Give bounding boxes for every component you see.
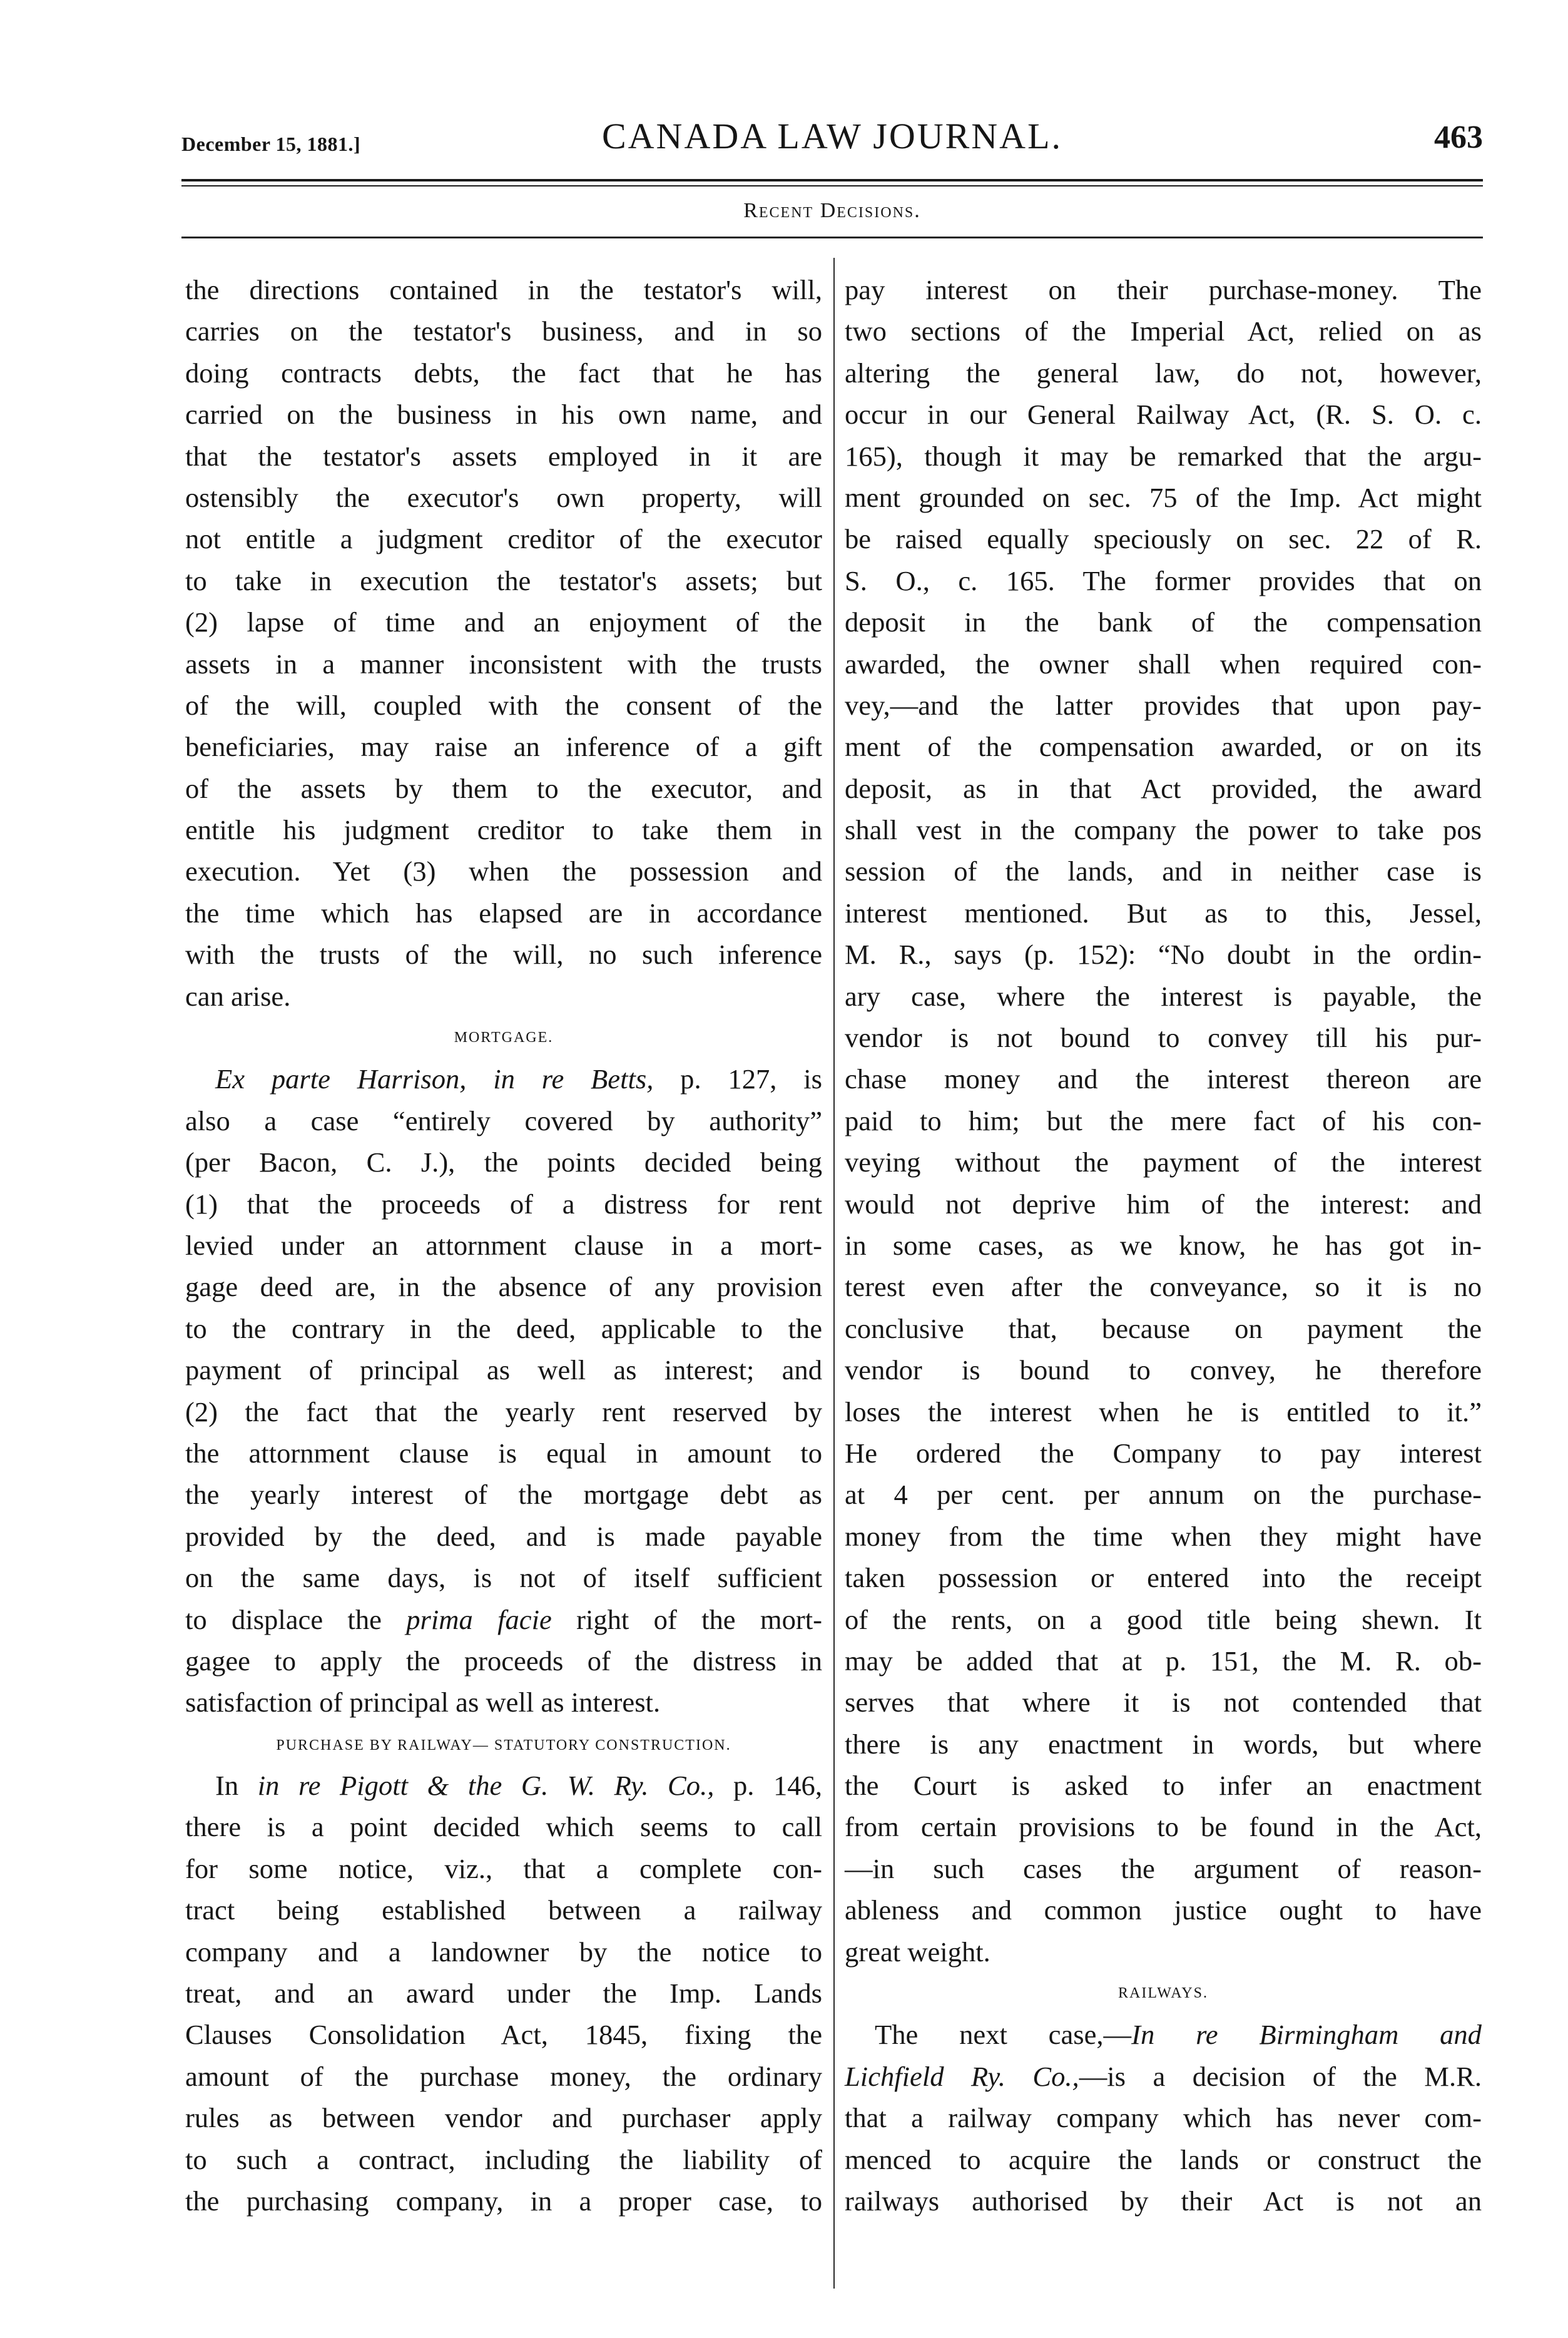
page-number: 463: [1434, 120, 1483, 155]
text-line: also a case “entirely covered by authority”: [185, 1105, 822, 1136]
text-line: company and a landowner by the notice to: [185, 1936, 822, 1968]
text-line: to the contrary in the deed, applicable to the: [185, 1312, 822, 1344]
journal-title: CANADA LAW JOURNAL.: [601, 116, 1062, 156]
text-line-birmingham: The next case,—In re Birmingham and: [875, 2019, 1482, 2051]
text-line: carries on the testator's business, and in so: [185, 315, 822, 347]
text-line: amount of the purchase money, the ordinary: [185, 2060, 822, 2092]
text-line: money from the time when they might have: [845, 1520, 1482, 1552]
text-line: would not deprive him of the interest: and: [845, 1188, 1482, 1220]
text-line: —in such cases the argument of reason-: [845, 1852, 1482, 1884]
text-line: ment of the compensation awarded, or on its: [845, 731, 1482, 763]
text-line: conclusive that, because on payment the: [845, 1312, 1482, 1344]
text-line: can arise.: [185, 980, 291, 1012]
text-line: He ordered the Company to pay interest: [845, 1437, 1482, 1469]
case-name: Ex parte Harrison, in re Betts,: [215, 1063, 654, 1095]
text-line: 165), though it may be remarked that the argu-: [845, 440, 1482, 472]
text-line: altering the general law, do not, however,: [845, 357, 1482, 389]
text-line: at 4 per cent. per annum on the purchase-: [845, 1479, 1482, 1511]
text-line: be raised equally speciously on sec. 22 of R.: [845, 523, 1482, 555]
text-line: the time which has elapsed are in accordance: [185, 897, 822, 929]
text-line: awarded, the owner shall when required con-: [845, 648, 1482, 680]
text-line: execution. Yet (3) when the possession and: [185, 855, 822, 887]
text-line: of the assets by them to the executor, and: [185, 772, 822, 804]
case-name: In re Birmingham and: [1131, 2019, 1482, 2051]
text-line: deposit in the bank of the compensation: [845, 606, 1482, 638]
text-line-lichfield: Lichfield Ry. Co.,—is a decision of the M.R.: [845, 2060, 1482, 2092]
case-name: Lichfield Ry. Co.,: [845, 2060, 1079, 2092]
text-line: payment of principal as well as interest; and: [185, 1354, 822, 1386]
text-line: may be added that at p. 151, the M. R. ob-: [845, 1645, 1482, 1677]
text-line: menced to acquire the lands or construct the: [845, 2143, 1482, 2175]
text-line: chase money and the interest thereon are: [845, 1063, 1482, 1095]
text-line: railways authorised by their Act is not an: [845, 2185, 1482, 2217]
text-line: great weight.: [845, 1936, 990, 1968]
text-line: veying without the payment of the interest: [845, 1146, 1482, 1178]
text-line-in-re-pigott: In in re Pigott & the G. W. Ry. Co., p. 146,: [215, 1770, 823, 1802]
text-line-ex-parte-harrison: Ex parte Harrison, in re Betts, p. 127, is: [215, 1063, 822, 1095]
text-line: the directions contained in the testator's will,: [185, 274, 822, 305]
text-line: loses the interest when he is entitled to it.”: [845, 1396, 1482, 1427]
section-heading: Recent Decisions.: [743, 199, 921, 222]
text-line: (2) the fact that the yearly rent reserved by: [185, 1396, 822, 1427]
column-divider: [833, 258, 835, 2289]
latin-phrase: prima facie: [406, 1603, 552, 1635]
text-line: tract being established between a railway: [185, 1894, 822, 1926]
subheading-mortgage: MORTGAGE.: [454, 1029, 554, 1046]
text-line: (2) lapse of time and an enjoyment of the: [185, 606, 822, 638]
text-line: carried on the business in his own name, and: [185, 399, 822, 431]
text-line: satisfaction of principal as well as interest.: [185, 1687, 661, 1718]
text-line: rules as between vendor and purchaser apply: [185, 2102, 822, 2134]
text-line: ostensibly the executor's own property, will: [185, 481, 822, 513]
text-line: provided by the deed, and is made payable: [185, 1520, 822, 1552]
text-line: there is a point decided which seems to call: [185, 1811, 822, 1843]
text-line: (1) that the proceeds of a distress for rent: [185, 1188, 822, 1220]
text-line: assets in a manner inconsistent with the trusts: [185, 648, 822, 680]
text-line: ableness and common justice ought to have: [845, 1894, 1482, 1926]
text-line: interest mentioned. But as to this, Jessel,: [845, 897, 1482, 929]
text-line: doing contracts debts, the fact that he has: [185, 357, 822, 389]
subheading-railways: RAILWAYS.: [1117, 1985, 1208, 2002]
section-rule: [181, 237, 1483, 238]
text-line: the attornment clause is equal in amount to: [185, 1437, 822, 1469]
text-line: for some notice, viz., that a complete con-: [185, 1852, 822, 1884]
text-line: taken possession or entered into the receipt: [845, 1562, 1482, 1594]
text-line: with the trusts of the will, no such inference: [185, 939, 822, 971]
text-line: ary case, where the interest is payable, the: [845, 980, 1482, 1012]
subheading-purchase-by-railway: PURCHASE BY RAILWAY— STATUTORY CONSTRUCTION.: [276, 1737, 731, 1753]
text-line: occur in our General Railway Act, (R. S. O. c.: [845, 399, 1482, 431]
text-line: there is any enactment in words, but where: [845, 1728, 1482, 1760]
text-line: in some cases, as we know, he has got in-: [845, 1229, 1482, 1261]
text-line: that the testator's assets employed in it are: [185, 440, 822, 472]
text-line: the Court is asked to infer an enactment: [845, 1770, 1482, 1802]
right-column: [845, 269, 1482, 2222]
text-line: from certain provisions to be found in the Act,: [845, 1811, 1482, 1843]
text-line: that a railway company which has never com-: [845, 2102, 1482, 2134]
text-line: gagee to apply the proceeds of the distress in: [185, 1645, 822, 1677]
text-line-prima-facie: to displace the prima facie right of the mort-: [185, 1603, 822, 1635]
header-double-rule: [181, 179, 1483, 186]
text-line: pay interest on their purchase-money. The: [845, 274, 1482, 305]
text-line: of the will, coupled with the consent of the: [185, 689, 822, 721]
text-line: terest even after the conveyance, so it is no: [845, 1271, 1482, 1303]
text-line: serves that where it is not contended that: [845, 1687, 1482, 1718]
text-line: the yearly interest of the mortgage debt as: [185, 1479, 822, 1511]
text-line: not entitle a judgment creditor of the executor: [185, 523, 822, 555]
text-line: vendor is not bound to convey till his pur-: [845, 1022, 1482, 1054]
text-line: M. R., says (p. 152): “No doubt in the ordin-: [845, 939, 1482, 971]
text-line: treat, and an award under the Imp. Lands: [185, 1978, 822, 2009]
text-line: two sections of the Imperial Act, relied on as: [845, 315, 1482, 347]
text-line: levied under an attornment clause in a mort-: [185, 1229, 822, 1261]
text-line: vendor is bound to convey, he therefore: [845, 1354, 1482, 1386]
text-line: S. O., c. 165. The former provides that on: [845, 564, 1482, 596]
text-line: beneficiaries, may raise an inference of a gift: [185, 731, 822, 763]
text-line: ment grounded on sec. 75 of the Imp. Act might: [845, 481, 1482, 513]
issue-date: December 15, 1881.]: [181, 133, 361, 155]
text-line: of the rents, on a good title being shewn. It: [845, 1603, 1482, 1635]
text-line: deposit, as in that Act provided, the award: [845, 772, 1482, 804]
text-line: Clauses Consolidation Act, 1845, fixing the: [185, 2019, 822, 2051]
text-line: shall vest in the company the power to take pos: [845, 814, 1482, 846]
case-name: in re Pigott & the G. W. Ry. Co.,: [257, 1770, 715, 1802]
text-line: vey,—and the latter provides that upon pay-: [845, 689, 1482, 721]
text-line: to take in execution the testator's assets; but: [185, 564, 822, 596]
text-line: session of the lands, and in neither case is: [845, 855, 1482, 887]
left-column: [185, 269, 822, 2222]
text-line: paid to him; but the mere fact of his con-: [845, 1105, 1482, 1136]
text-line: on the same days, is not of itself sufficient: [185, 1562, 822, 1594]
text-line: (per Bacon, C. J.), the points decided being: [185, 1146, 822, 1178]
text-line: to such a contract, including the liability of: [185, 2143, 822, 2175]
text-line: gage deed are, in the absence of any provision: [185, 1271, 822, 1303]
text-line: entitle his judgment creditor to take them in: [185, 814, 822, 846]
running-head: [181, 113, 1483, 181]
text-line: the purchasing company, in a proper case, to: [185, 2185, 822, 2217]
